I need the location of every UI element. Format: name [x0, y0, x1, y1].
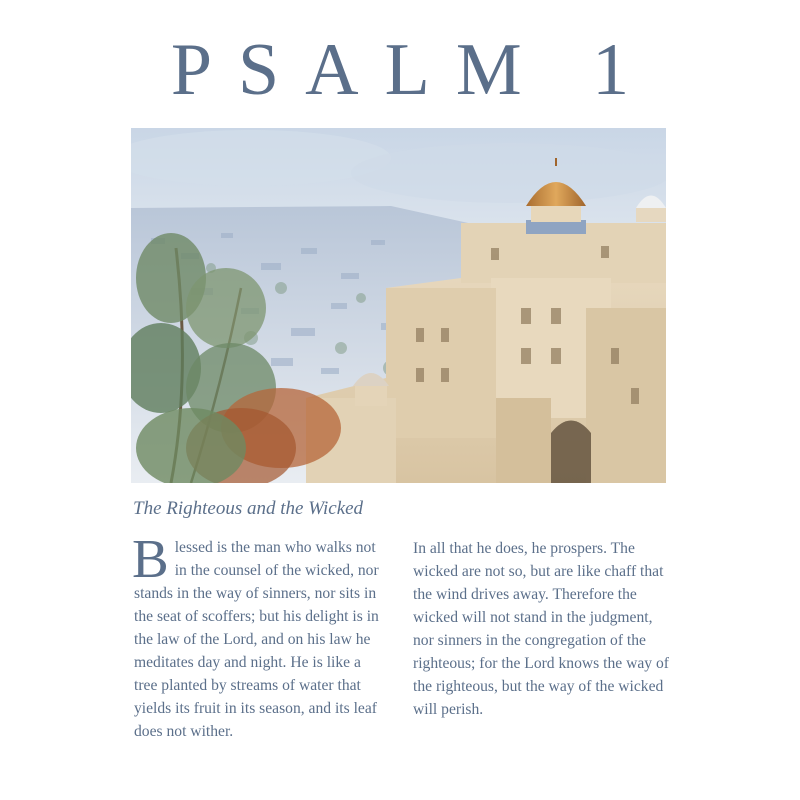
- jerusalem-watercolor-image: [131, 128, 666, 483]
- body-text-right-column: [413, 537, 673, 721]
- page-title: PSALM 1: [170, 29, 656, 111]
- drop-cap: B: [132, 528, 169, 589]
- section-subtitle: The Righteous and the Wicked: [133, 498, 364, 519]
- body-text-left-column: [132, 528, 380, 743]
- right-column-text: In all that he does, he prospers. The wicked are not so, but are like chaff that the wind drives away. Therefore the wicked will not stand in the judgment, nor sinners in the congregation of the righteous; for the Lord knows the way of the righteous, but the way of the wicked will perish.: [413, 540, 669, 718]
- left-column-text: lessed is the man who walks not in the counsel of the wicked, nor stands in the way of sinners, nor sits in the seat of scoffers; but his delight is in the law of the Lord, and on his law he meditates day and night. He is like a tree planted by streams of water that yields its fruit in its season, and its leaf does not wither.: [134, 539, 379, 740]
